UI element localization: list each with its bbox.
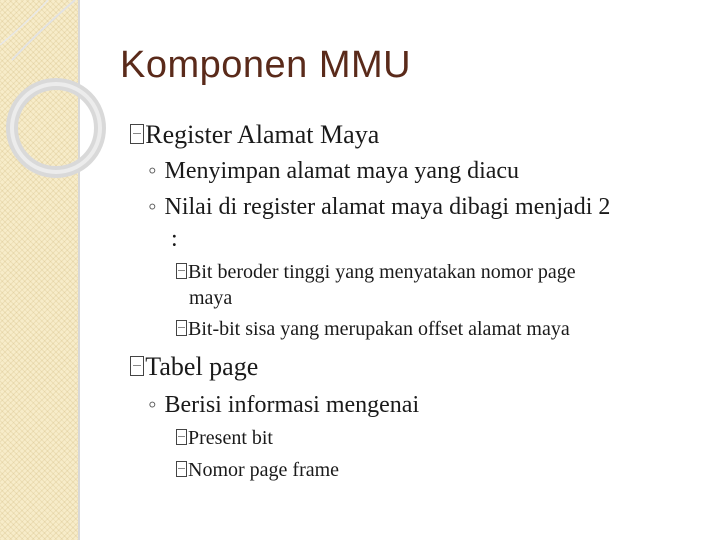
bullet-item-bit-beroder [176,261,576,284]
missing-glyph-box-icon [176,429,187,445]
ring-bullet-icon: ◦ [148,158,157,184]
bullet-text: Berisi informasi mengenai [164,392,420,418]
bullet-text: Nilai di register alamat maya dibagi menjadi 2 [164,194,611,220]
bullet-text: maya [189,287,233,309]
bullet-item-tabel-page [130,352,258,382]
missing-glyph-box-icon [130,356,144,377]
slide-title: Komponen MMU [120,44,412,86]
bullet-text: Tabel page [145,352,259,381]
bullet-item-nilai-register [148,194,610,221]
bullet-item-bit-bit-sisa [176,318,570,341]
bullet-text: Register Alamat Maya [145,120,380,149]
bullet-item-menyimpan [148,158,519,185]
bullet-item-nomor-page-frame [176,459,339,482]
ring-bullet-icon: ◦ [148,392,157,418]
bullet-text: Menyimpan alamat maya yang diacu [164,158,520,184]
bullet-text: Nomor page frame [188,459,340,481]
bullet-text: Bit beroder tinggi yang menyatakan nomor page [188,261,576,283]
missing-glyph-box-icon [176,263,187,279]
bullet-text: Bit-bit sisa yang merupakan offset alamat maya [188,318,570,340]
ring-bullet-icon: ◦ [148,194,157,220]
missing-glyph-box-icon [176,461,187,477]
decorative-circles-icon [0,0,140,200]
bullet-text: Present bit [188,427,273,449]
missing-glyph-box-icon [176,320,187,336]
bullet-item-present-bit [176,427,273,450]
bullet-item-register-alamat-maya [130,120,379,150]
missing-glyph-box-icon [130,124,144,145]
bullet-continuation-colon [171,226,178,253]
bullet-item-berisi-informasi [148,392,419,419]
bullet-text: : [171,226,178,252]
bullet-continuation-maya [189,287,232,310]
